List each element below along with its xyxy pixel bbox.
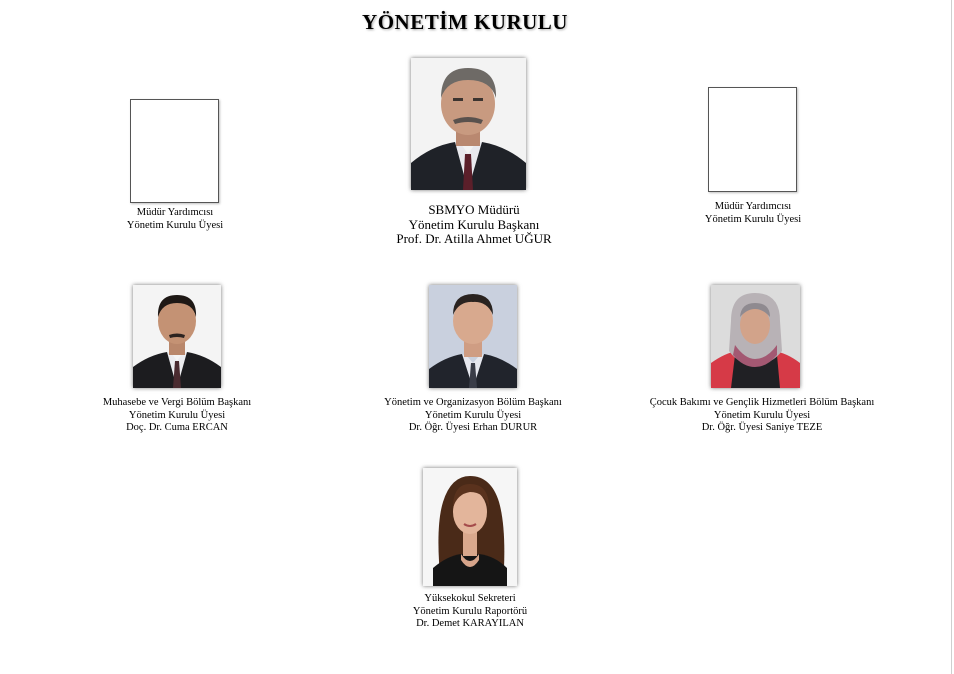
page-edge-divider: [951, 0, 952, 674]
member2-name: Dr. Öğr. Üyesi Erhan DURUR: [408, 422, 538, 433]
member3-caption: [626, 397, 898, 435]
deputy-left-caption: [95, 207, 255, 232]
secretary-name: Dr. Demet KARAYILAN: [416, 618, 524, 629]
deputy-right-caption: [673, 201, 833, 226]
deputy-right-role: Yönetim Kurulu Üyesi: [704, 213, 802, 225]
deputy-left-photo-placeholder: [130, 99, 219, 203]
director-title: SBMYO Müdürü: [428, 202, 520, 217]
deputy-left-role: Yönetim Kurulu Üyesi: [126, 219, 224, 231]
secretary-photo: [423, 468, 517, 586]
member3-photo: [711, 285, 800, 388]
member1-role: Yönetim Kurulu Üyesi: [128, 409, 226, 421]
member3-department: Çocuk Bakımı ve Gençlik Hizmetleri Bölüm Başkanı: [649, 397, 875, 408]
member1-department: Muhasebe ve Vergi Bölüm Başkanı: [102, 397, 252, 408]
member2-department: Yönetim ve Organizasyon Bölüm Başkanı: [384, 397, 562, 408]
deputy-right-title: Müdür Yardımcısı: [714, 201, 792, 212]
secretary-role: Yönetim Kurulu Raportörü: [412, 605, 528, 617]
secretary-caption: [370, 593, 570, 631]
member3-name: Dr. Öğr. Üyesi Saniye TEZE: [701, 422, 823, 433]
member1-caption: [73, 397, 281, 435]
director-name: Prof. Dr. Atilla Ahmet UĞUR: [396, 231, 552, 246]
director-role: Yönetim Kurulu Başkanı: [408, 216, 540, 232]
member3-role: Yönetim Kurulu Üyesi: [713, 409, 811, 421]
secretary-title: Yüksekokul Sekreteri: [424, 593, 516, 604]
member2-photo: [429, 285, 517, 388]
director-caption: [364, 203, 584, 247]
page-title: YÖNETİM KURULU: [362, 10, 568, 34]
member2-caption: [353, 397, 593, 435]
member2-role: Yönetim Kurulu Üyesi: [424, 409, 522, 421]
deputy-left-title: Müdür Yardımcısı: [136, 207, 214, 218]
deputy-right-photo-placeholder: [708, 87, 797, 192]
member1-name: Doç. Dr. Cuma ERCAN: [126, 422, 228, 433]
director-photo: [411, 58, 526, 190]
member1-photo: [133, 285, 221, 388]
